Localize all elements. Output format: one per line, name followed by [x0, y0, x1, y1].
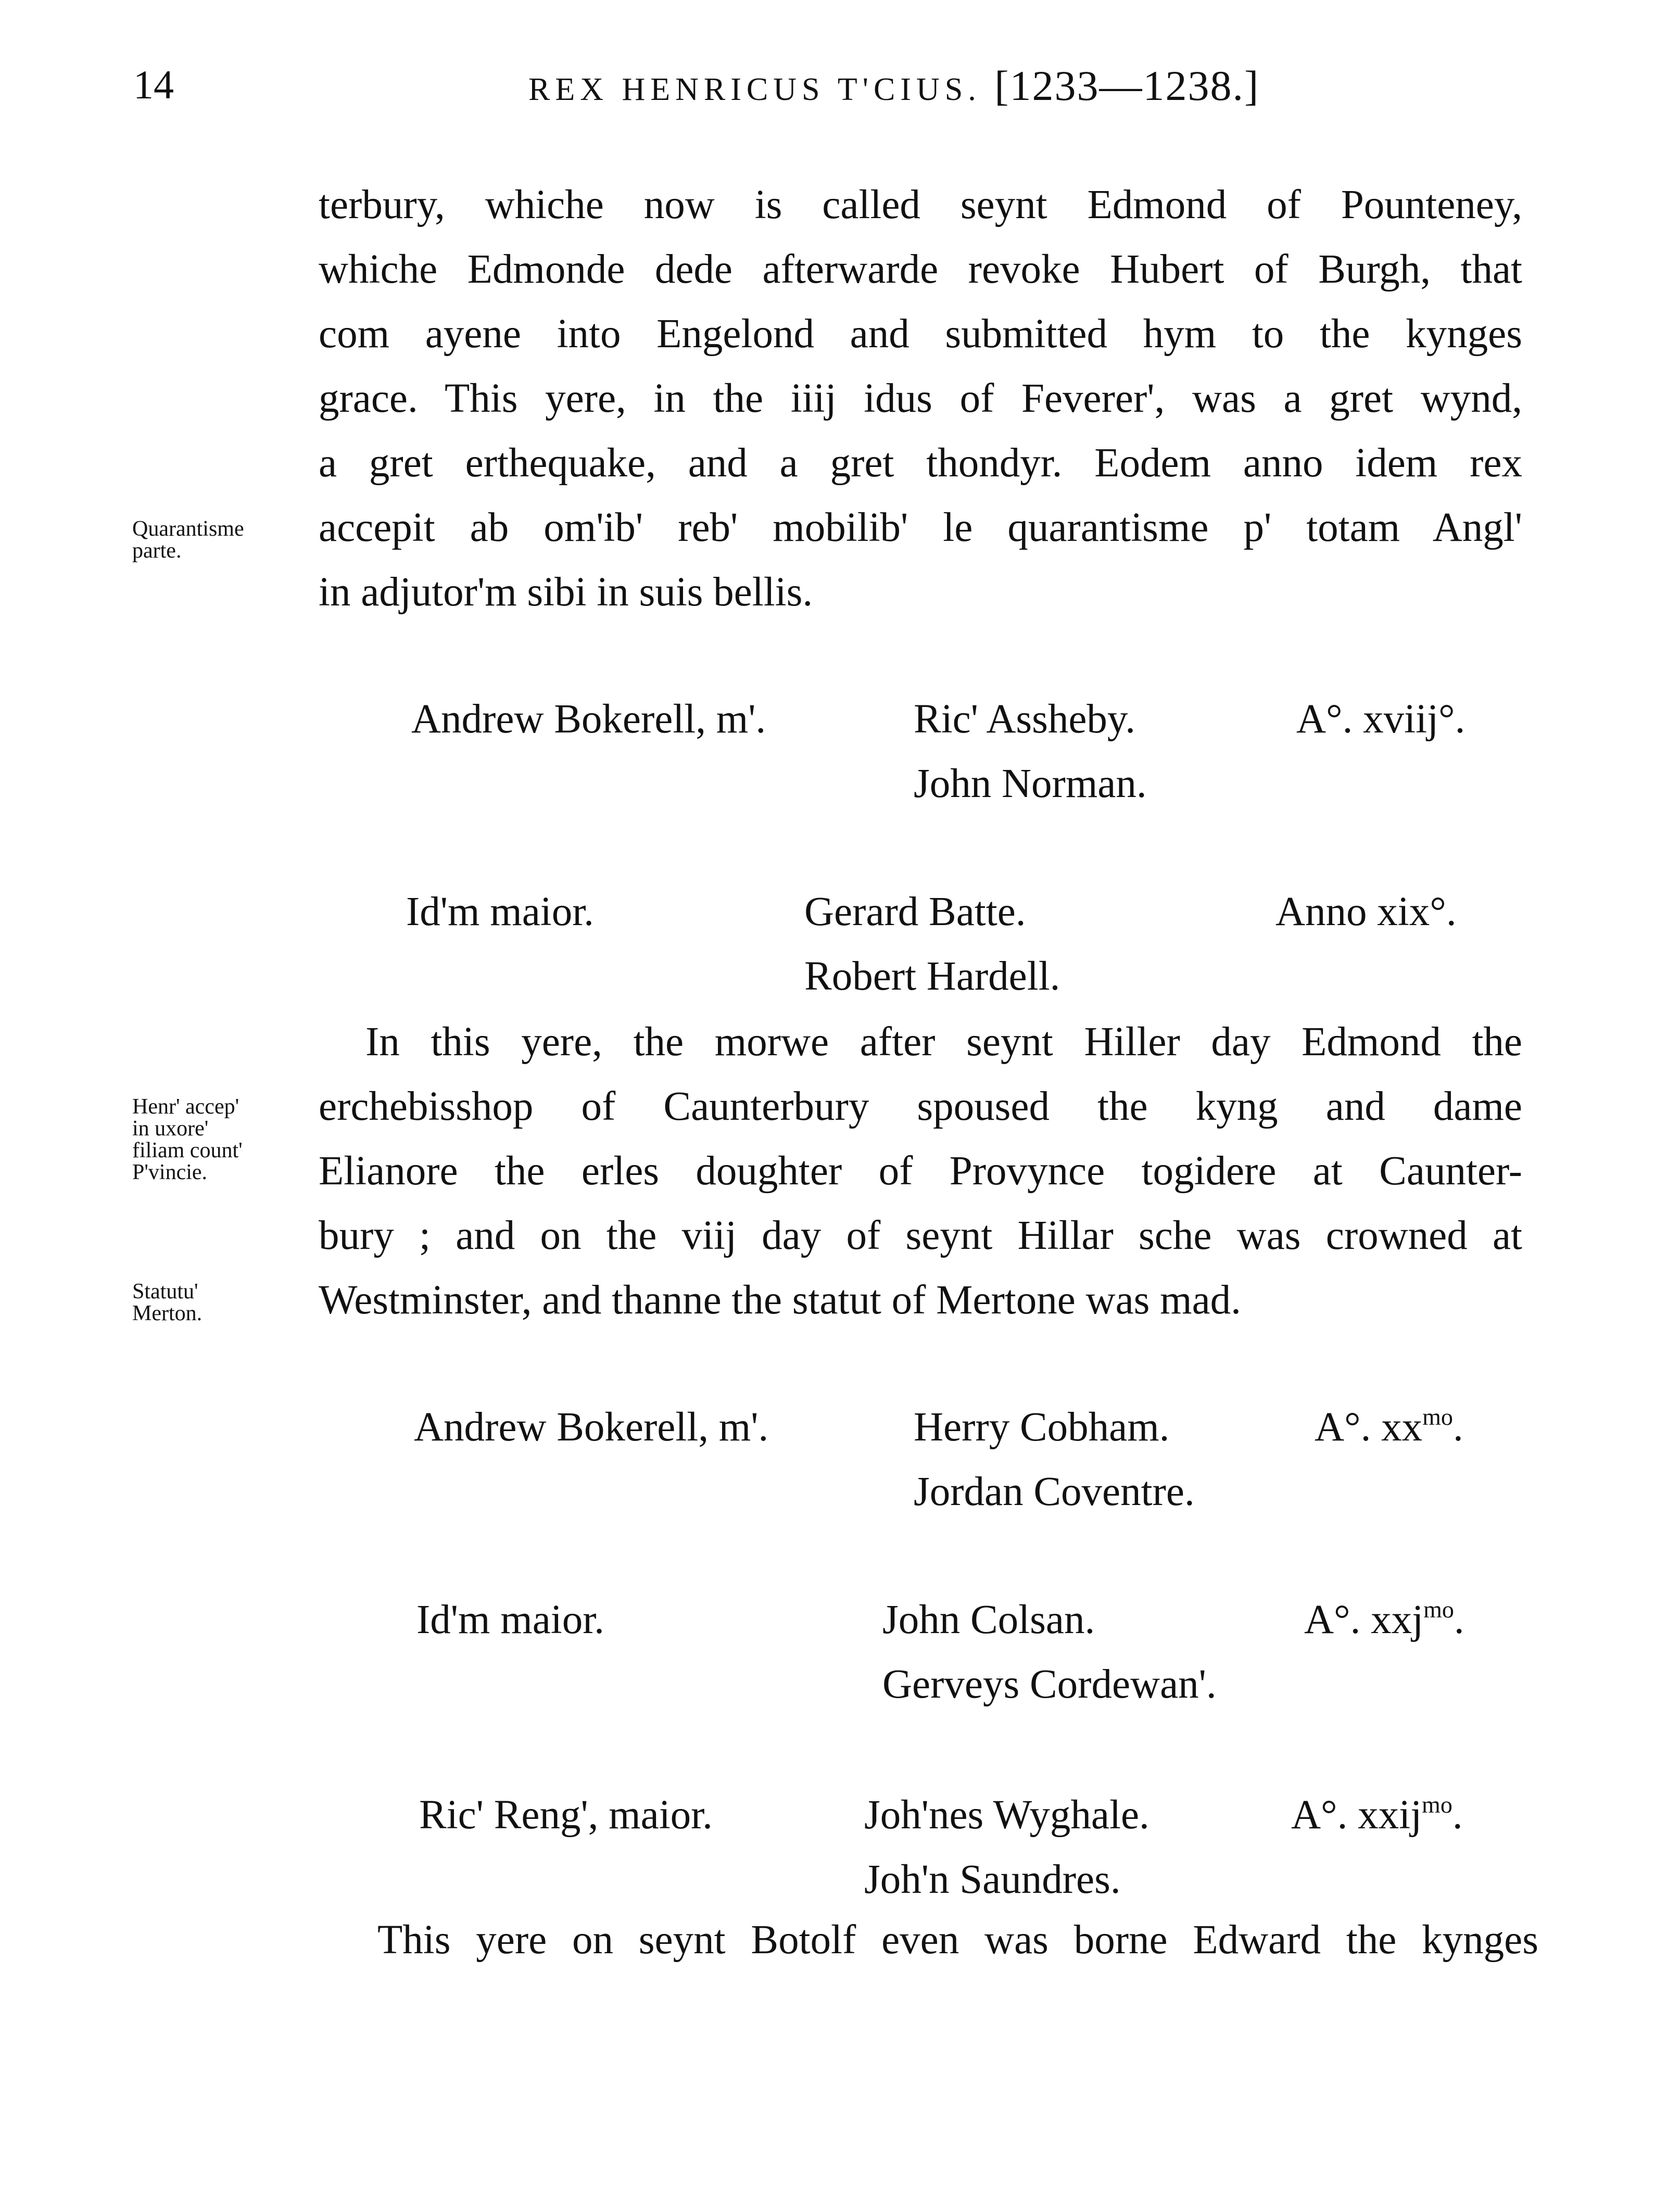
sheriffs-entry [882, 1588, 1217, 1717]
sheriffs-entry [914, 687, 1147, 816]
text-line: whiche Edmonde dede afterwarde revoke Hubert of Burgh, that [319, 247, 1522, 292]
sidenote-line: Statutu' [132, 1280, 198, 1304]
mayor-entry: Id'm maior. [406, 889, 594, 934]
text-line: grace. This yere, in the iiij idus of Feverer', was a gret wynd, [319, 376, 1522, 421]
year-entry: A°. xxij$^{mo}$. [1291, 1791, 1463, 1838]
sheriff-name: Gerveys Cordewan'. [882, 1662, 1217, 1707]
year-entry: A°. xviij°. [1296, 697, 1466, 742]
text-line: bury ; and on the viij day of seynt Hillar sche was crowned at [319, 1213, 1522, 1258]
sheriff-name: Robert Hardell. [804, 954, 1060, 999]
text-line: in adjutor'm sibi in suis bellis. [319, 570, 813, 615]
date-range: [1233—1238.] [994, 62, 1260, 109]
sheriff-name: Ric' Assheby. [914, 697, 1136, 742]
mayor-entry: Ric' Reng', maior. [419, 1792, 713, 1838]
sheriff-name: Gerard Batte. [804, 889, 1026, 934]
sheriff-name: Herry Cobham. [914, 1405, 1170, 1450]
text-line: Elianore the erles doughter of Provynce togidere at Caunter- [319, 1148, 1522, 1194]
text-line: erchebisshop of Caunterbury spoused the kyng and dame [319, 1084, 1522, 1129]
sidenote-line: Merton. [132, 1301, 203, 1325]
sidenote-quarantisme [132, 518, 244, 562]
sheriffs-entry [864, 1783, 1150, 1912]
sheriff-name: John Norman. [914, 761, 1147, 806]
text-line: Westminster, and thanne the statut of Mertone was mad. [319, 1278, 1241, 1323]
mayor-entry: Id'm maior. [416, 1597, 604, 1642]
page-number: 14 [133, 62, 174, 107]
sidenote-line: in uxore' [132, 1117, 209, 1141]
sheriff-name: John Colsan. [882, 1597, 1095, 1642]
paragraph-3 [377, 1908, 1538, 1973]
text-line: terbury, whiche now is called seynt Edmond of Pounteney, [319, 182, 1522, 227]
sheriff-name: Joh'n Saundres. [864, 1857, 1121, 1902]
sidenote-line: parte. [132, 539, 182, 563]
mayor-entry: Andrew Bokerell, m'. [411, 697, 766, 742]
sidenote-statutu-merton [132, 1281, 202, 1324]
paragraph-1 [319, 173, 1522, 625]
sheriffs-entry [804, 880, 1060, 1009]
sidenote-line: Quarantisme [132, 517, 244, 541]
year-entry: A°. $xx^{mo}$. [1315, 1404, 1463, 1450]
text-line: a gret erthequake, and a gret thondyr. Eodem anno idem rex [319, 440, 1522, 486]
text-line: com ayene into Engelond and submitted hym to the kynges [319, 311, 1522, 357]
year-entry: Anno xix°. [1275, 889, 1457, 934]
text-line: accepit ab om'ib' reb' mobilib' le quarantisme p' totam Angl' [319, 505, 1522, 550]
sidenote-line: Henr' accep' [132, 1095, 239, 1119]
sidenote-line: filiam count' [132, 1139, 243, 1162]
running-head [528, 61, 1259, 110]
sheriffs-entry [914, 1395, 1195, 1524]
sidenote-henr-accep [132, 1096, 243, 1183]
sheriff-name: Joh'nes Wyghale. [864, 1792, 1150, 1838]
mayor-entry: Andrew Bokerell, m'. [414, 1405, 769, 1450]
text-line: In this yere, the morwe after seynt Hiller day Edmond the [365, 1019, 1522, 1065]
running-title: REX HENRICUS T'CIUS. [528, 72, 981, 107]
year-entry: A°. xxj$^{mo}$. [1304, 1596, 1464, 1642]
text-line: This yere on seynt Botolf even was borne Edward the kynges [377, 1917, 1538, 1963]
sidenote-line: P'vincie. [132, 1160, 208, 1184]
sheriff-name: Jordan Coventre. [914, 1469, 1195, 1514]
paragraph-2 [319, 1010, 1522, 1333]
